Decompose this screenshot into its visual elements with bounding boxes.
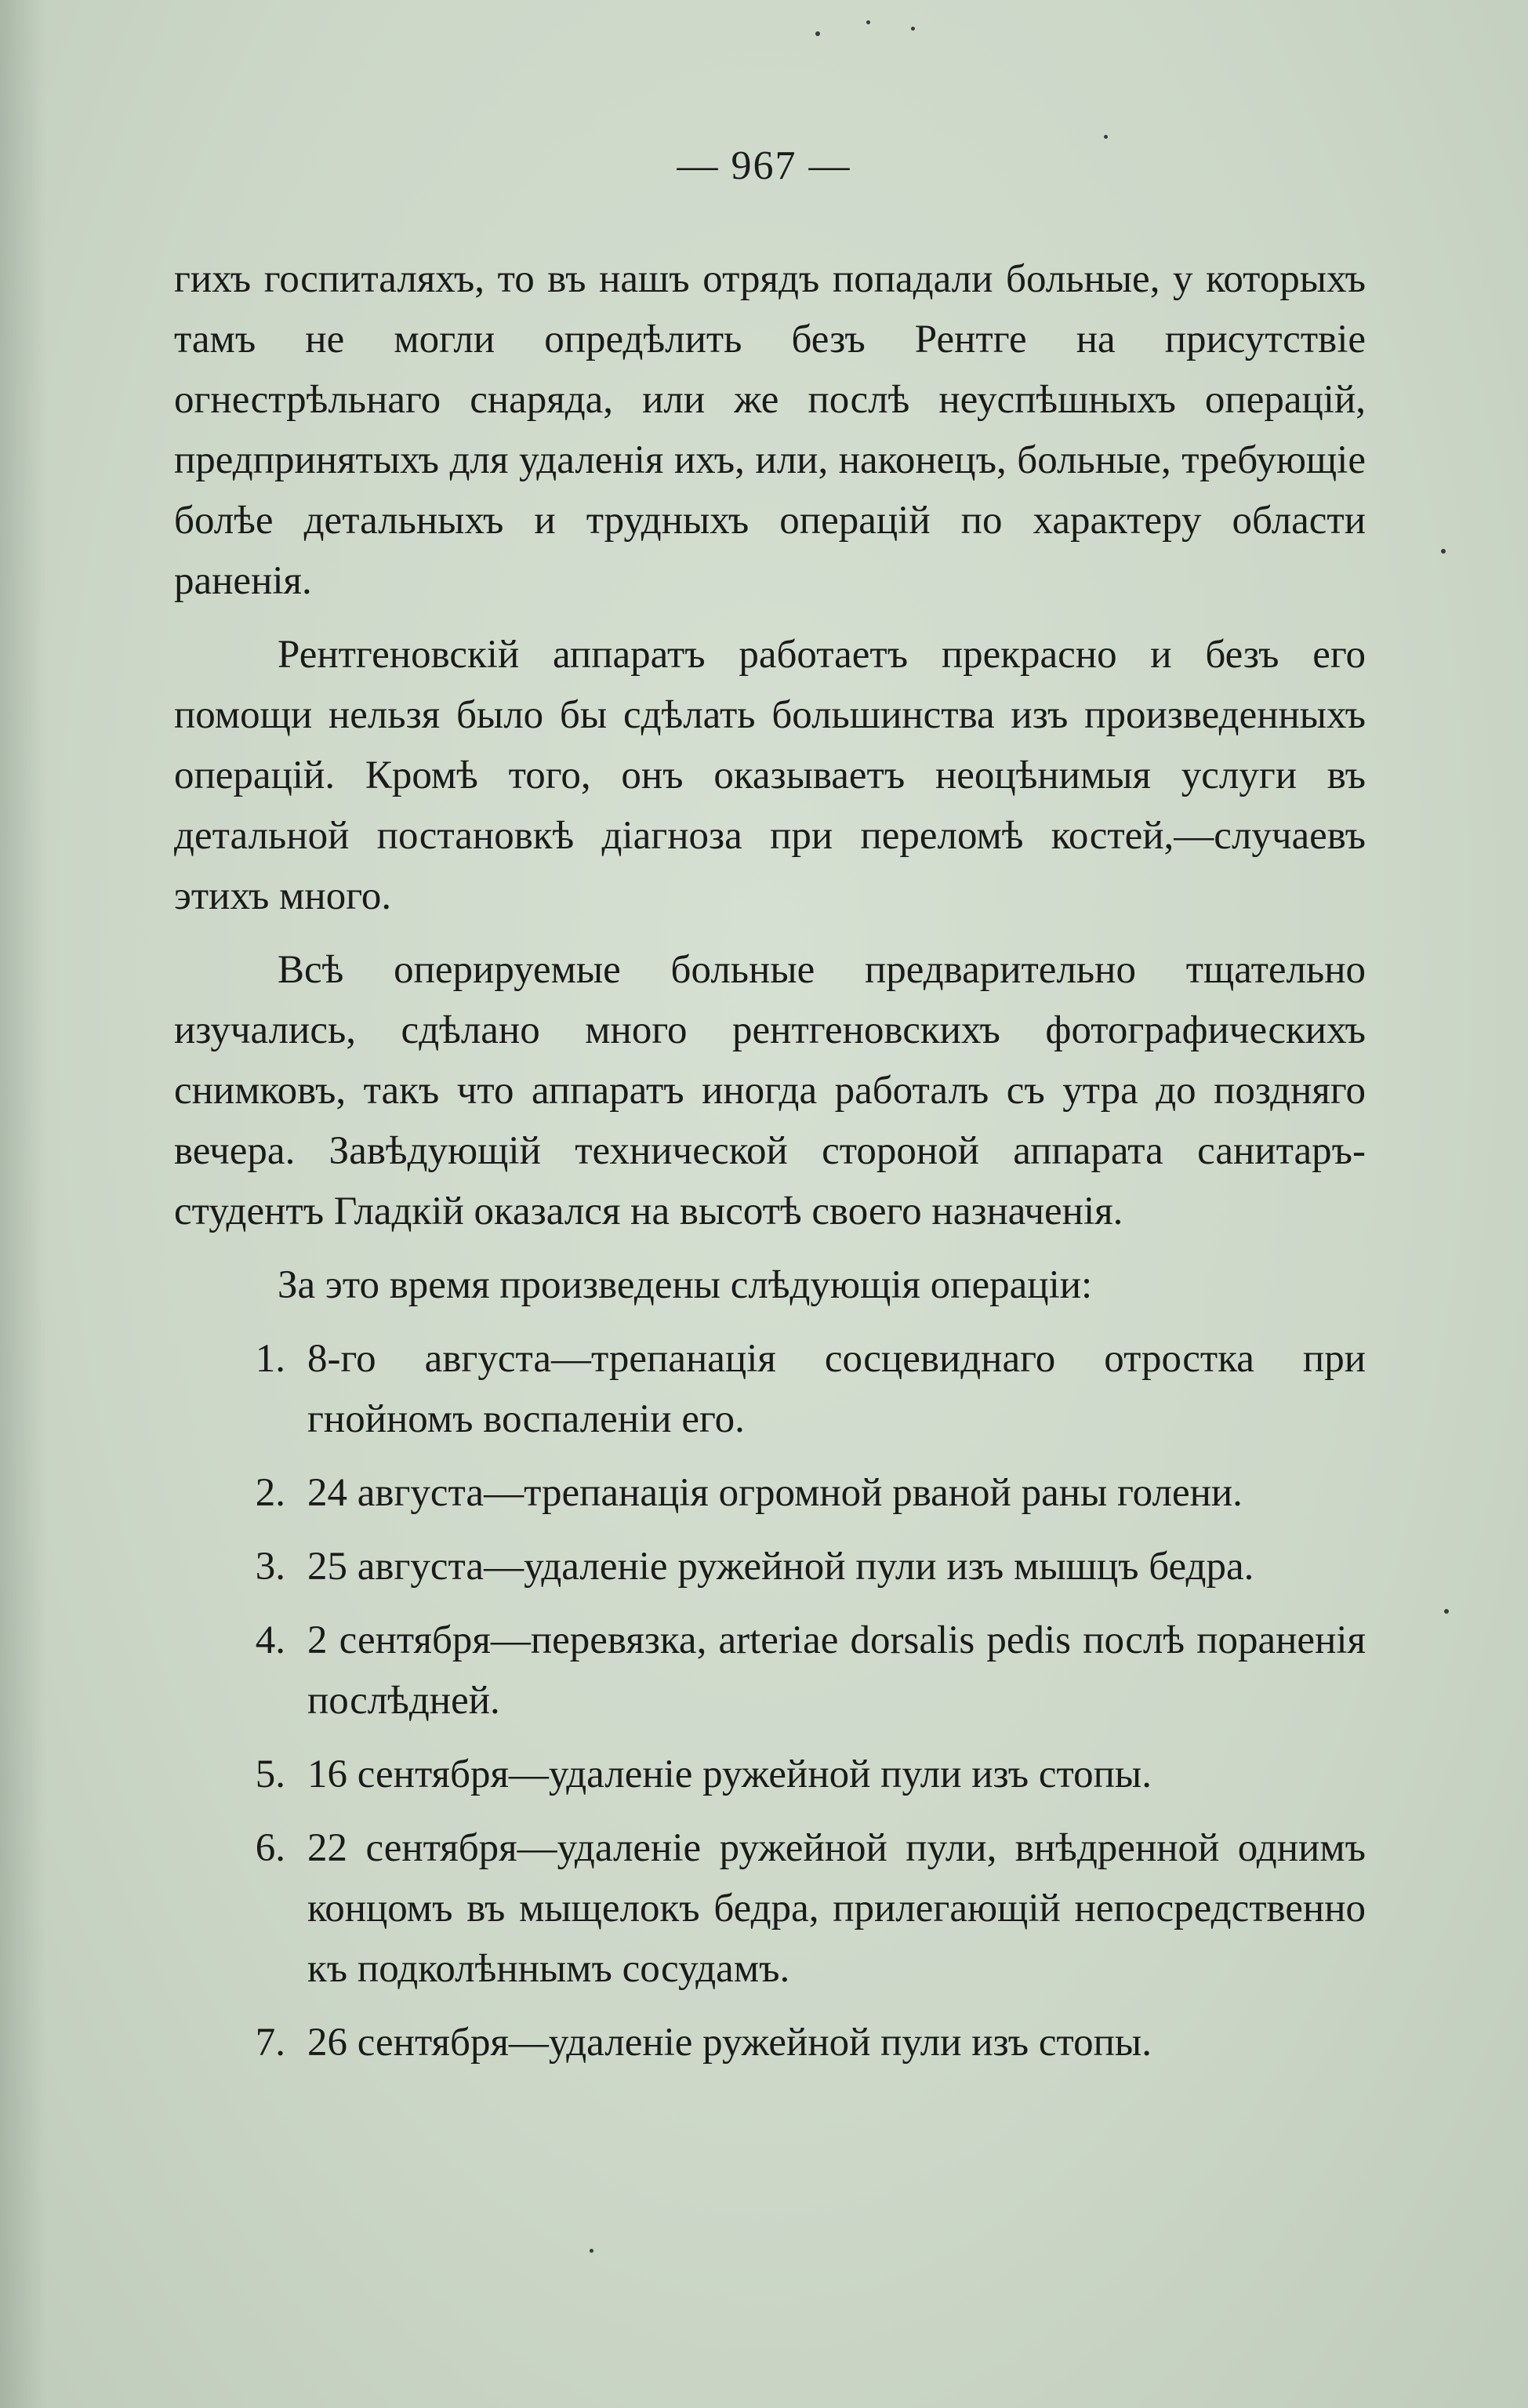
list-item-text: 8-го августа—трепанація сосцевиднаго отростка при гнойномъ воспаленіи его. (307, 1337, 1366, 1441)
list-item-text: 25 августа—удаленіе ружейной пули изъ мышцъ бедра. (307, 1545, 1254, 1589)
list-item-text: 2 сентября—перевязка, arteriae dorsalis pedis послѣ пораненія послѣдней. (307, 1618, 1366, 1723)
dust-speck (1441, 549, 1446, 554)
page-edge-shadow (0, 0, 47, 2408)
list-item (174, 1745, 1366, 1805)
list-item-number: 6. (255, 1826, 285, 1870)
dust-speck (815, 31, 820, 36)
list-item-number: 3. (255, 1545, 285, 1589)
list-item (174, 1329, 1366, 1450)
list-item-number: 1. (255, 1337, 285, 1381)
list-item (174, 1537, 1366, 1597)
paragraph-patients-studied: Всѣ оперируемые больные предварительно тщательно изучались, сдѣлано много рентгеновскихъ фотографическихъ снимковъ, такъ что аппаратъ иногда работалъ съ утра до поздняго вечера. Завѣдующій технической стороной аппарата санитаръ-студентъ Гладкій оказался на высотѣ своего назначенія. (174, 948, 1366, 1233)
dust-speck (590, 2249, 593, 2253)
list-item-number: 5. (255, 1752, 285, 1796)
dust-speck (1444, 1609, 1449, 1614)
dust-speck (866, 20, 870, 24)
operations-list (174, 1329, 1366, 2073)
list-item-text: 26 сентября—удаленіе ружейной пули изъ стопы. (307, 2021, 1152, 2065)
list-item (174, 2013, 1366, 2073)
paragraph-roentgen-apparatus: Рентгеновскій аппаратъ работаетъ прекрасно и безъ его помощи нельзя было бы сдѣлать большинства изъ произведенныхъ операцій. Кромѣ того, онъ оказываетъ неоцѣнимыя услуги въ детальной постановкѣ діагноза при переломѣ костей,—случаевъ этихъ много. (174, 633, 1366, 918)
paragraph-operations-intro: За это время произведены слѣдующія операціи: (278, 1263, 1093, 1307)
list-item-number: 2. (255, 1471, 285, 1515)
paragraph-continuation: гихъ госпиталяхъ, то въ нашъ отрядъ попадали больные, у которыхъ тамъ не могли опредѣлить безъ Рентге на присутствіе огнестрѣльнаго снаряда, или же послѣ неуспѣшныхъ операцій, предпринятыхъ для удаленія ихъ, или, наконецъ, больные, требующіе болѣе детальныхъ и трудныхъ операцій по характеру области раненія. (174, 257, 1366, 603)
list-item-text: 24 августа—трепанація огромной рваной раны голени. (307, 1471, 1243, 1515)
list-item-text: 22 сентября—удаленіе ружейной пули, внѣдренной однимъ концомъ въ мыщелокъ бедра, прилегающій непосредственно къ подколѣннымъ сосудамъ. (307, 1826, 1366, 1991)
dust-speck (911, 27, 915, 31)
list-item-number: 7. (255, 2021, 285, 2065)
list-item (174, 1611, 1366, 1731)
dust-speck (1104, 135, 1108, 139)
list-item (174, 1818, 1366, 1999)
list-item-text: 16 сентября—удаленіе ружейной пули изъ стопы. (307, 1752, 1152, 1796)
page-number: — 967 — (677, 143, 851, 188)
list-item-number: 4. (255, 1618, 285, 1662)
list-item (174, 1463, 1366, 1524)
body-text (174, 249, 1366, 2087)
